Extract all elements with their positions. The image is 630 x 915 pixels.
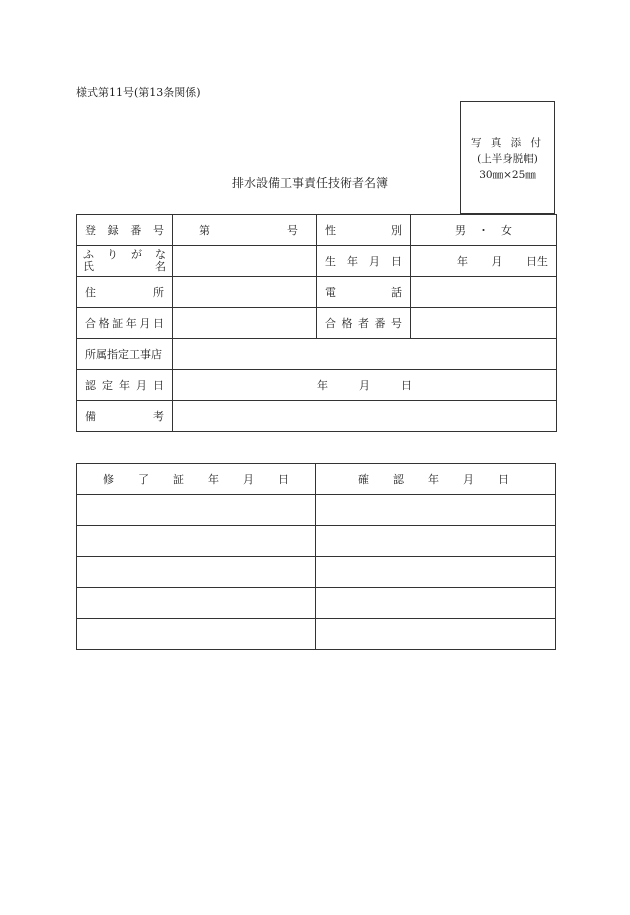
label-char: 号 bbox=[391, 317, 402, 330]
label-char: 日生 bbox=[526, 255, 548, 268]
label-char: 月 bbox=[243, 473, 254, 486]
label-char: 女 bbox=[501, 224, 512, 237]
completion-date-cell[interactable] bbox=[77, 557, 316, 588]
label-char: 録 bbox=[107, 224, 119, 237]
label-char: 日 bbox=[391, 255, 402, 268]
cert-date-label bbox=[77, 308, 173, 339]
table-row bbox=[77, 588, 556, 619]
gender-value bbox=[411, 215, 557, 246]
label-char: 所 bbox=[153, 286, 164, 299]
birth-value[interactable] bbox=[411, 246, 557, 277]
label-char: 年 bbox=[428, 473, 439, 486]
label-char: 格 bbox=[98, 317, 110, 330]
cert-date-value[interactable] bbox=[173, 308, 317, 339]
remarks-value[interactable] bbox=[173, 401, 557, 432]
label-char: 日 bbox=[278, 473, 289, 486]
label-char: 月 bbox=[359, 379, 370, 392]
label-char: 住 bbox=[85, 286, 96, 299]
label-char: 名 bbox=[155, 260, 166, 273]
passer-no-value[interactable] bbox=[411, 308, 557, 339]
history-table bbox=[76, 463, 556, 650]
label-char: 月 bbox=[491, 255, 503, 268]
name-label bbox=[77, 246, 173, 277]
photo-note: (上半身脱帽) bbox=[477, 153, 538, 165]
label-char: 話 bbox=[391, 286, 402, 299]
label-char: 年 bbox=[317, 379, 328, 392]
label-char: 番 bbox=[130, 224, 142, 237]
form-number: 様式第11号(第13条関係) bbox=[76, 86, 201, 99]
label-char: 月 bbox=[139, 317, 151, 330]
contractor-label: 所属指定工事店 bbox=[77, 339, 173, 370]
label-char: 生 bbox=[325, 255, 336, 268]
table-row bbox=[77, 401, 557, 432]
label-char: 月 bbox=[136, 379, 147, 392]
confirmation-date-cell[interactable] bbox=[316, 526, 556, 557]
label-char: 月 bbox=[369, 255, 380, 268]
label-char: 年 bbox=[347, 255, 358, 268]
table-row bbox=[77, 215, 557, 246]
table-row bbox=[77, 495, 556, 526]
label-char: 日 bbox=[152, 317, 164, 330]
completion-date-cell[interactable] bbox=[77, 588, 316, 619]
registry-table bbox=[76, 214, 557, 432]
remarks-label bbox=[77, 401, 173, 432]
passer-no-label bbox=[317, 308, 411, 339]
table-header-row bbox=[77, 464, 556, 495]
label-char: 日 bbox=[498, 473, 509, 486]
label-char: 考 bbox=[153, 410, 164, 423]
label-char: 登 bbox=[85, 224, 96, 237]
label-char: 証 bbox=[173, 473, 184, 486]
approval-date-label bbox=[77, 370, 173, 401]
label-char: 号 bbox=[152, 224, 164, 237]
name-value[interactable] bbox=[173, 246, 317, 277]
label-char: 者 bbox=[358, 317, 369, 330]
col-header-confirmation-date bbox=[316, 464, 556, 495]
label-char: 男 bbox=[455, 224, 466, 237]
completion-date-cell[interactable] bbox=[77, 526, 316, 557]
label-char: 格 bbox=[341, 317, 353, 330]
reg-no-label bbox=[77, 215, 173, 246]
gender-label bbox=[317, 215, 411, 246]
confirmation-date-cell[interactable] bbox=[316, 495, 556, 526]
confirmation-date-cell[interactable] bbox=[316, 619, 556, 650]
label-char: 性 bbox=[325, 224, 336, 237]
birth-label bbox=[317, 246, 411, 277]
address-value[interactable] bbox=[173, 277, 317, 308]
contractor-value[interactable] bbox=[173, 339, 557, 370]
label-char: 番 bbox=[374, 317, 386, 330]
label-char: 証 bbox=[112, 317, 124, 330]
label-char: 備 bbox=[85, 410, 96, 423]
label-char: 年 bbox=[119, 379, 130, 392]
label-char: 認 bbox=[85, 379, 96, 392]
photo-size: 30㎜×25㎜ bbox=[479, 169, 536, 181]
confirmation-date-cell[interactable] bbox=[316, 588, 556, 619]
table-row bbox=[77, 526, 556, 557]
label-char: 号 bbox=[287, 224, 298, 237]
table-row bbox=[77, 370, 557, 401]
label-char: ・ bbox=[478, 224, 489, 237]
label-char: 日 bbox=[401, 379, 412, 392]
col-header-completion-date bbox=[77, 464, 316, 495]
table-row bbox=[77, 557, 556, 588]
label-char: 修 bbox=[103, 473, 114, 486]
phone-value[interactable] bbox=[411, 277, 557, 308]
label-char: 年 bbox=[125, 317, 137, 330]
completion-date-cell[interactable] bbox=[77, 619, 316, 650]
reg-no-value bbox=[173, 215, 317, 246]
label-char: 年 bbox=[208, 473, 219, 486]
label-char: ふ bbox=[83, 248, 94, 261]
completion-date-cell[interactable] bbox=[77, 495, 316, 526]
label-char: 合 bbox=[85, 317, 96, 330]
photo-box bbox=[460, 101, 555, 214]
photo-label: 写 真 添 付 bbox=[470, 137, 544, 149]
label-char: が bbox=[131, 248, 142, 261]
table-row bbox=[77, 277, 557, 308]
label-char: 日 bbox=[153, 379, 164, 392]
confirmation-date-cell[interactable] bbox=[316, 557, 556, 588]
label-char: 月 bbox=[463, 473, 474, 486]
table-row bbox=[77, 308, 557, 339]
label-char: 電 bbox=[325, 286, 336, 299]
table-row bbox=[77, 246, 557, 277]
table-row bbox=[77, 339, 557, 370]
phone-label bbox=[317, 277, 411, 308]
label-char: 別 bbox=[391, 224, 402, 237]
address-label bbox=[77, 277, 173, 308]
label-char: な bbox=[155, 248, 166, 261]
label-char: 氏 bbox=[83, 260, 94, 273]
label-char: 第 bbox=[199, 224, 210, 237]
approval-date-value[interactable] bbox=[173, 370, 557, 401]
label-char: 了 bbox=[138, 473, 149, 486]
label-char: 合 bbox=[325, 317, 336, 330]
label-char: り bbox=[107, 248, 118, 261]
table-row bbox=[77, 619, 556, 650]
label-char: 年 bbox=[457, 255, 468, 268]
label-char: 確 bbox=[358, 473, 369, 486]
label-char: 認 bbox=[393, 473, 404, 486]
document-title: 排水設備工事責任技術者名簿 bbox=[232, 176, 389, 190]
label-char: 定 bbox=[102, 379, 113, 392]
